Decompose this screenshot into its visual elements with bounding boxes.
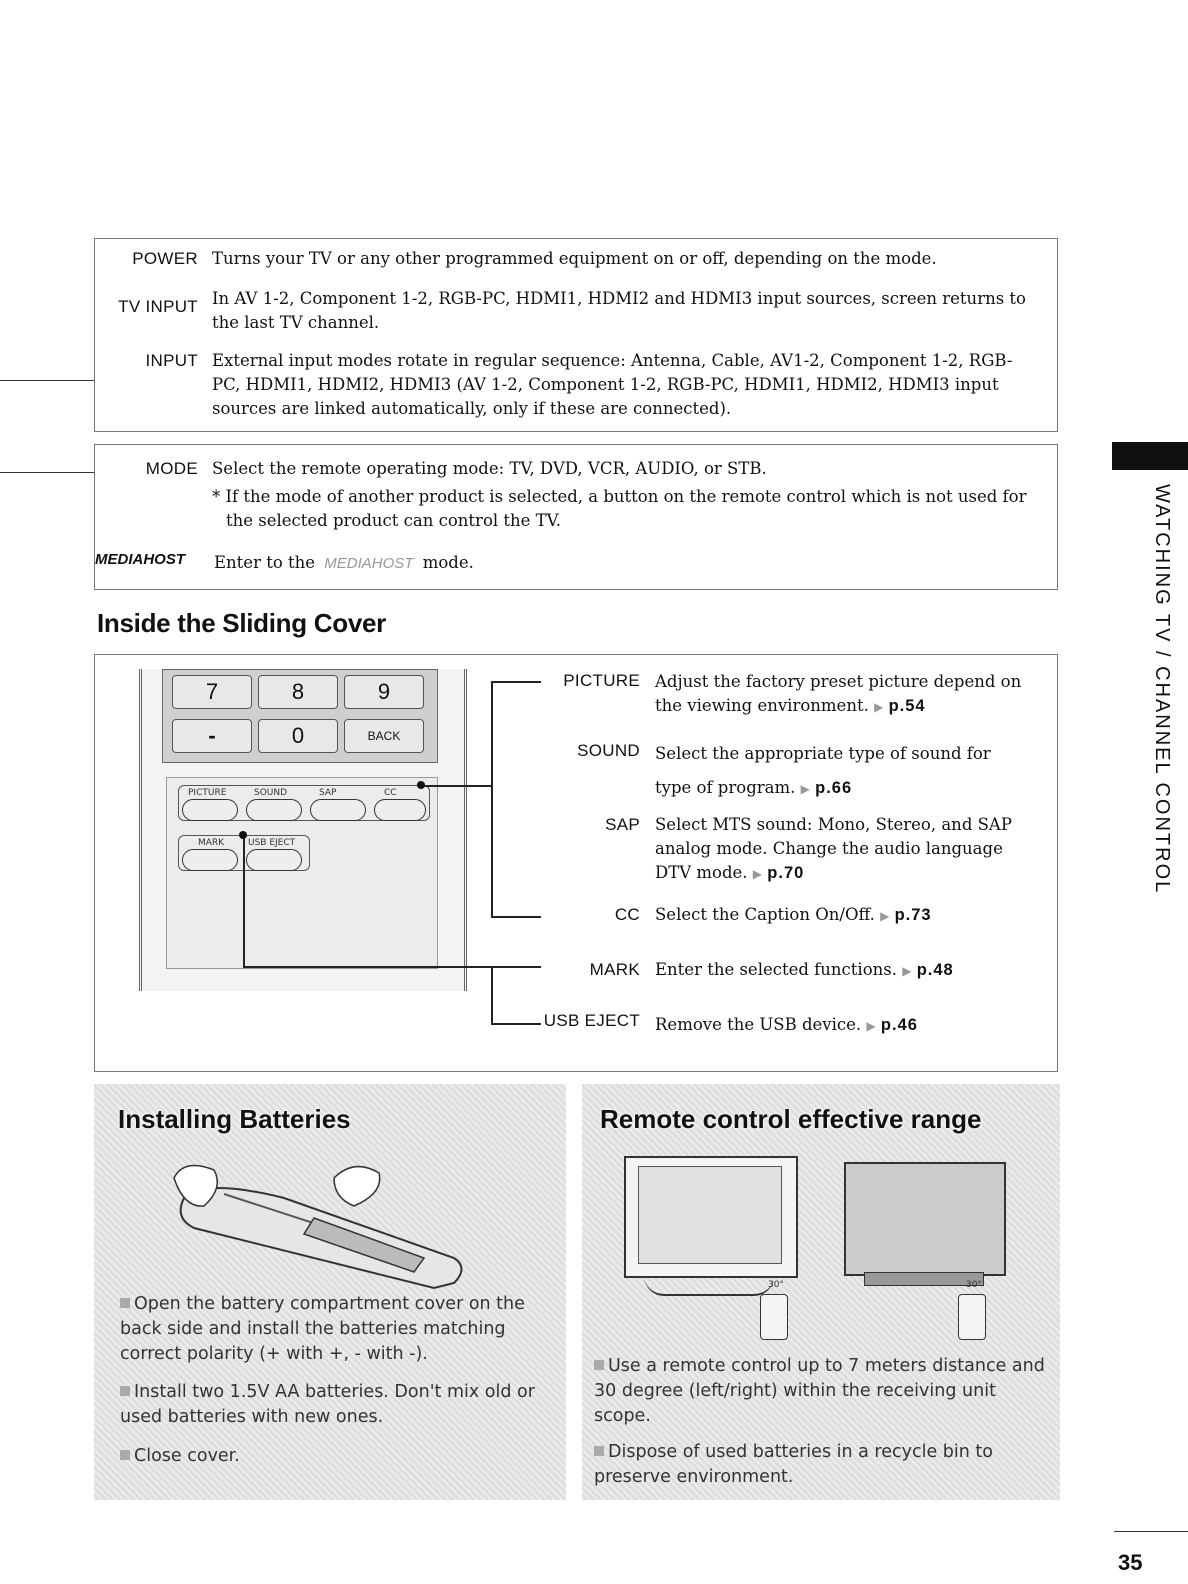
mark-label: MARK <box>589 960 640 979</box>
tv-screen-1 <box>638 1166 782 1264</box>
tv-input-desc: In AV 1-2, Component 1-2, RGB-PC, HDMI1, HDMI2 and HDMI3 input sources, screen returns to the last TV channel. <box>212 289 1026 332</box>
leader-usb-vertical <box>491 966 493 1024</box>
picture-ref-arrow-icon: ▶ <box>874 700 884 714</box>
range-panel <box>582 1084 1060 1500</box>
leader-bracket-top <box>491 681 541 683</box>
sound-ref-arrow-icon: ▶ <box>800 782 810 796</box>
usb-eject-btn-label: USB EJECT <box>248 838 296 848</box>
remote-small-2 <box>958 1294 986 1340</box>
bullet-square-icon <box>120 1298 130 1308</box>
leader-cc-dot <box>417 781 425 789</box>
mode-label: MODE <box>145 459 198 478</box>
bullet-square-icon <box>594 1360 604 1370</box>
battery-remote-illustration <box>164 1148 484 1296</box>
sound-btn-label: SOUND <box>254 788 288 798</box>
batteries-bullet-3 <box>120 1444 550 1469</box>
sap-desc <box>655 813 1025 886</box>
bullet-square-icon <box>120 1450 130 1460</box>
bullet-square-icon <box>594 1446 604 1456</box>
picture-desc-text: Adjust the factory preset picture depend on the viewing environment. <box>655 672 1022 715</box>
mediahost-desc <box>214 551 474 576</box>
mode-desc: Select the remote operating mode: TV, DVD, VCR, AUDIO, or STB. <box>212 459 767 478</box>
sap-button <box>310 799 366 821</box>
leader-usb-horizontal <box>491 1023 541 1025</box>
sound-button <box>246 799 302 821</box>
remote-illustration <box>139 669 467 991</box>
range-bullet-1-text: Use a remote control up to 7 meters distance and 30 degree (left/right) within the receiving unit scope. <box>594 1356 1045 1426</box>
page-number: 35 <box>1118 1550 1143 1575</box>
mediahost-label: MEDIAHOST <box>95 551 185 568</box>
sap-desc-text: Select MTS sound: Mono, Stereo, and SAP analog mode. Change the audio language DTV mode. <box>655 815 1012 882</box>
leader-mark-horizontal <box>243 966 541 968</box>
input-desc: External input modes rotate in regular sequence: Antenna, Cable, AV1-2, Component 1-2, RGB-PC, HDMI1, HDMI2, HDMI3 (AV 1-2, Component 1-2, RGB-PC, HDMI1, HDMI2, HDMI3 input sources are linked automatically, only if these are connected). <box>212 351 1013 418</box>
mode-note: * If the mode of another product is selected, a button on the remote control which is not used for the selected product can control the TV. <box>212 487 1027 530</box>
batteries-bullet-2 <box>120 1380 550 1430</box>
batteries-bullet-3-text: Close cover. <box>134 1446 240 1466</box>
key-9: 9 <box>344 675 424 709</box>
range-bullet-1 <box>594 1354 1046 1429</box>
usb-eject-label: USB EJECT <box>543 1011 640 1030</box>
batteries-title: Installing Batteries <box>118 1104 351 1134</box>
picture-btn-label: PICTURE <box>188 788 227 798</box>
mediahost-inline-logo: MEDIAHOST <box>324 555 414 572</box>
leader-mark-vertical <box>243 835 245 967</box>
mediahost-desc-suffix: mode. <box>422 553 474 572</box>
mark-ref-arrow-icon: ▶ <box>902 964 912 978</box>
cc-label: CC <box>614 905 640 924</box>
key-7: 7 <box>172 675 252 709</box>
tv-input-label: TV INPUT <box>118 297 198 316</box>
cc-desc-text: Select the Caption On/Off. <box>655 905 875 924</box>
mark-desc-text: Enter the selected functions. <box>655 960 897 979</box>
page-number-rule <box>1114 1531 1188 1532</box>
mark-ref: p.48 <box>916 961 954 979</box>
power-desc: Turns your TV or any other programmed equipment on or off, depending on the mode. <box>212 249 937 268</box>
batteries-bullet-2-text: Install two 1.5V AA batteries. Don't mix old or used batteries with new ones. <box>120 1382 535 1427</box>
usb-eject-desc <box>655 1013 1025 1038</box>
angle-label-right: 30° <box>966 1280 982 1290</box>
range-title: Remote control effective range <box>600 1104 982 1134</box>
input-label: INPUT <box>145 351 198 370</box>
sliding-cover-title: Inside the Sliding Cover <box>97 608 386 638</box>
cc-desc <box>655 903 1025 928</box>
cc-ref: p.73 <box>894 906 932 924</box>
left-margin-line-1 <box>0 380 94 381</box>
side-tab-block <box>1112 442 1188 470</box>
sap-label: SAP <box>605 815 640 834</box>
cc-button <box>374 799 426 821</box>
range-bullet-2 <box>594 1440 1046 1490</box>
batteries-bullet-1 <box>120 1292 550 1367</box>
key-8: 8 <box>258 675 338 709</box>
picture-desc <box>655 670 1025 719</box>
cc-btn-label: CC <box>384 788 397 798</box>
mark-button <box>182 849 238 871</box>
usb-eject-ref: p.46 <box>880 1016 918 1034</box>
picture-label: PICTURE <box>563 671 640 690</box>
mediahost-desc-prefix: Enter to the <box>214 553 316 572</box>
sound-label: SOUND <box>577 741 640 760</box>
mark-desc <box>655 958 1025 983</box>
key-0: 0 <box>258 719 338 753</box>
left-margin-line-2 <box>0 472 94 473</box>
tv-illustration-2 <box>844 1162 1006 1276</box>
leader-bracket-vertical <box>491 681 493 917</box>
key-back: BACK <box>344 719 424 753</box>
tv-stand-1 <box>644 1276 774 1296</box>
power-label: POWER <box>132 249 198 268</box>
sound-desc-text: Select the appropriate type of sound for type of program. <box>655 744 991 797</box>
sound-ref: p.66 <box>815 779 853 797</box>
usb-eject-button <box>246 849 302 871</box>
sliding-cover-box <box>94 654 1058 1072</box>
remote-small-1 <box>760 1294 788 1340</box>
mode-table <box>94 444 1058 590</box>
key-dash: - <box>172 719 252 753</box>
sound-desc <box>655 737 1025 806</box>
mark-btn-label: MARK <box>198 838 225 848</box>
leader-mark-dot <box>239 831 247 839</box>
sap-btn-label: SAP <box>319 788 337 798</box>
side-tab-text: WATCHING TV / CHANNEL CONTROL <box>1151 484 1173 895</box>
batteries-bullet-1-text: Open the battery compartment cover on the back side and install the batteries matching correct polarity (+ with +, - with -). <box>120 1294 525 1364</box>
bullet-square-icon <box>120 1386 130 1396</box>
angle-label-left: 30° <box>768 1280 784 1290</box>
picture-button <box>182 799 238 821</box>
cc-ref-arrow-icon: ▶ <box>880 909 890 923</box>
usb-eject-ref-arrow-icon: ▶ <box>866 1019 876 1033</box>
leader-cc-horizontal <box>421 785 493 787</box>
usb-eject-desc-text: Remove the USB device. <box>655 1015 862 1034</box>
leader-bracket-bottom <box>491 916 541 918</box>
sap-ref-arrow-icon: ▶ <box>752 867 763 881</box>
sap-ref: p.70 <box>767 864 805 882</box>
top-info-table <box>94 238 1058 432</box>
batteries-panel <box>94 1084 566 1500</box>
range-bullet-2-text: Dispose of used batteries in a recycle bin to preserve environment. <box>594 1442 993 1487</box>
picture-ref: p.54 <box>888 697 926 715</box>
